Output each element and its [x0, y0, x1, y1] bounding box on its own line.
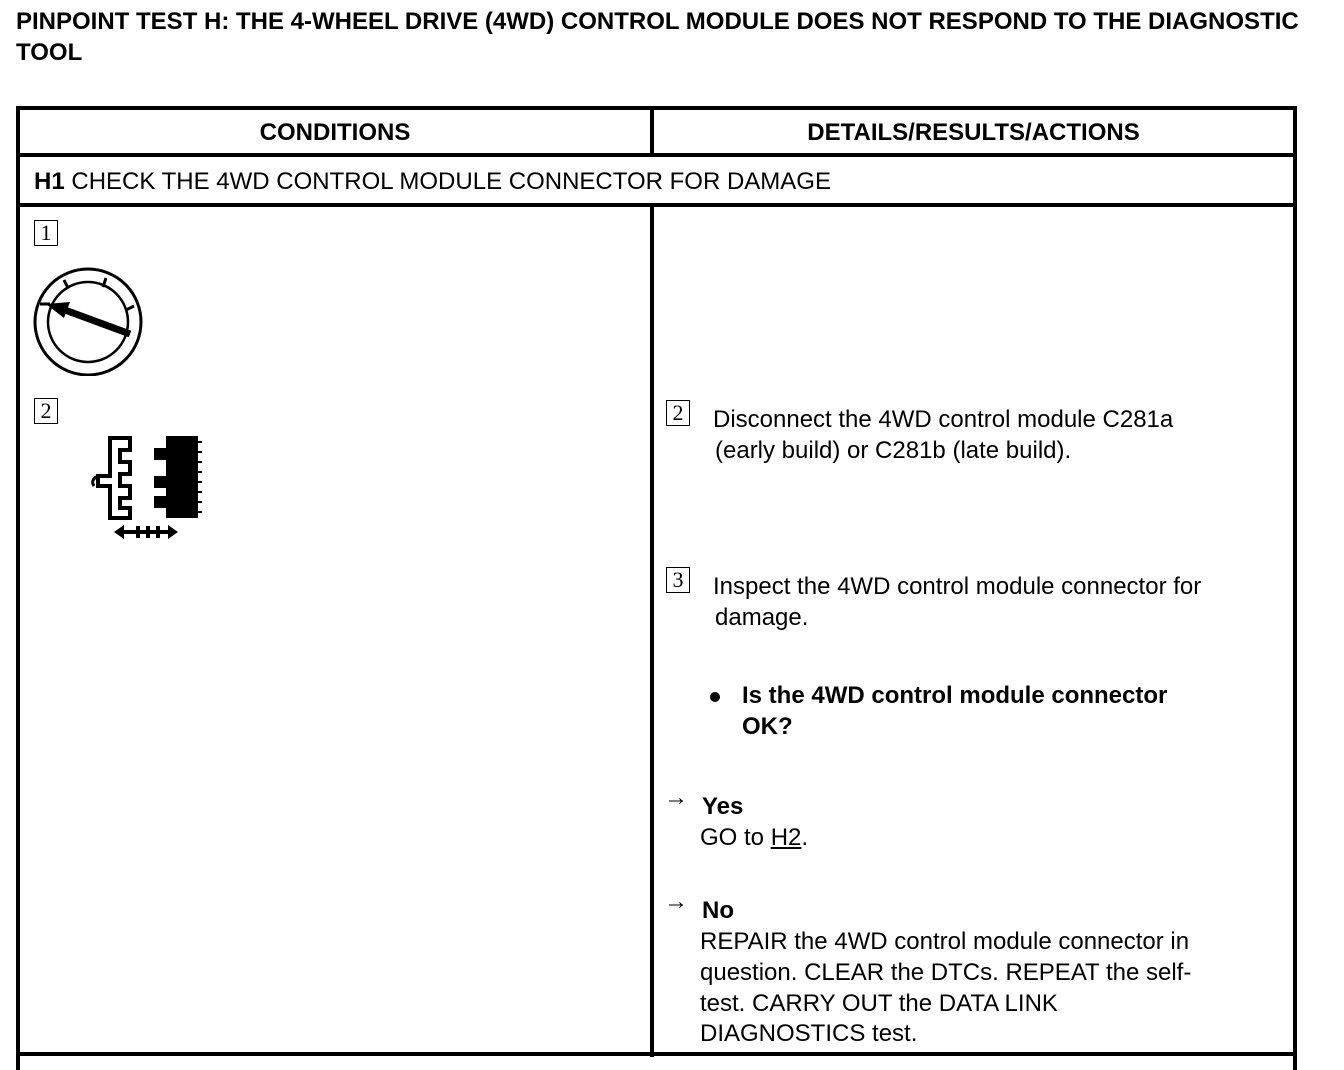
detail-step-2-line-1: Disconnect the 4WD control module C281a [713, 406, 1174, 433]
detail-step-3-line-1: Inspect the 4WD control module connector for [713, 573, 1202, 600]
step-heading-row [20, 157, 1293, 207]
no-action-line-1: REPAIR the 4WD control module connector in [700, 928, 1190, 955]
no-action-line-2: question. CLEAR the DTCs. REPEAT the self- [700, 959, 1192, 986]
header-conditions: CONDITIONS [259, 119, 411, 146]
question-bullet [710, 692, 720, 702]
step-code: H1 [34, 168, 65, 195]
table-bottom-border [16, 1052, 1297, 1056]
column-divider [650, 207, 654, 1057]
detail-step-3-number: 3 [666, 567, 690, 593]
connector-disconnect-icon [84, 428, 204, 548]
header-divider [650, 110, 654, 157]
question-line-1: Is the 4WD control module connector [742, 682, 1168, 709]
detail-step-3-line-2: damage. [715, 604, 809, 631]
no-label: No [702, 897, 734, 924]
no-action-line-4: DIAGNOSTICS test. [700, 1020, 918, 1047]
header-details: DETAILS/RESULTS/ACTIONS [807, 119, 1140, 146]
question-line-2: OK? [742, 713, 793, 740]
no-arrow-icon: → [664, 888, 688, 915]
detail-step-2-number: 2 [666, 400, 690, 426]
yes-arrow-icon: → [664, 784, 688, 811]
no-action-line-3: test. CARRY OUT the DATA LINK [700, 990, 1058, 1017]
condition-step-1-number: 1 [34, 220, 58, 246]
yes-label: Yes [702, 793, 744, 820]
condition-step-2-number: 2 [34, 398, 58, 424]
page-title: PINPOINT TEST H: THE 4-WHEEL DRIVE (4WD) CONTROL MODULE DOES NOT RESPOND TO THE DIAGNOSTIC TOOL [16, 8, 1299, 66]
yes-action-prefix: GO to [700, 824, 771, 851]
detail-step-2-line-2: (early build) or C281b (late build). [715, 437, 1072, 464]
yes-action-suffix: . [801, 824, 809, 851]
pinpoint-table [16, 106, 1297, 1070]
yes-action [700, 822, 808, 853]
ignition-key-off-icon [30, 266, 146, 376]
table-header [20, 110, 1293, 157]
step-title: CHECK THE 4WD CONTROL MODULE CONNECTOR FOR DAMAGE [71, 168, 831, 195]
go-to-h2-link[interactable]: H2 [770, 824, 802, 851]
